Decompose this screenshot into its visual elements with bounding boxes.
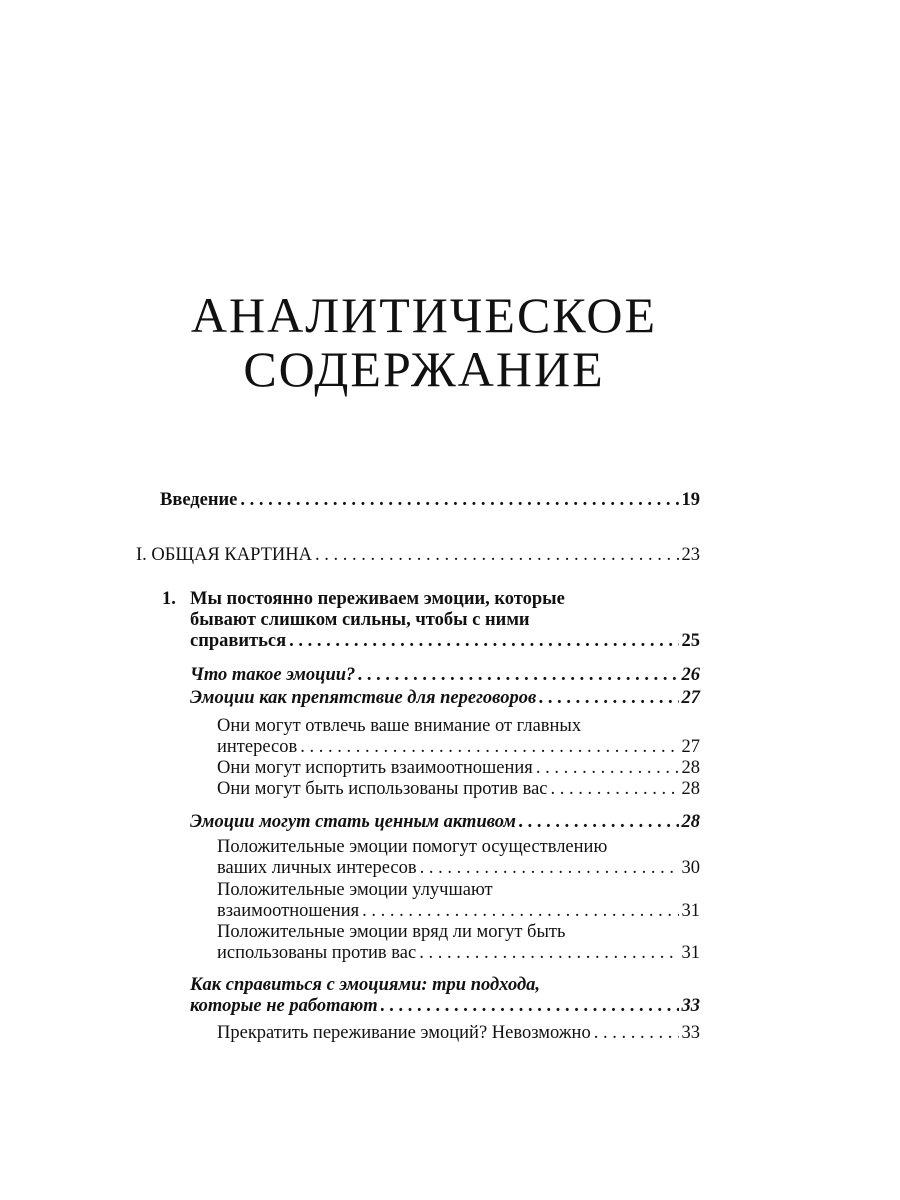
toc-leader-dots — [381, 996, 679, 1017]
toc-page-number: 33 — [681, 1023, 700, 1043]
toc-page-number: 26 — [681, 665, 700, 685]
toc-entry-label: Эмоции могут стать ценным активом — [190, 812, 516, 832]
toc-page-number: 28 — [681, 758, 700, 778]
toc-entry-label: Что такое эмоции? — [190, 665, 356, 685]
toc-entry-section[interactable] — [190, 975, 700, 1017]
toc-leader-dots — [300, 737, 678, 758]
toc-entry-section[interactable] — [190, 665, 700, 686]
toc-entry-chapter-1[interactable] — [162, 589, 700, 652]
toc-page-number: 33 — [681, 996, 700, 1016]
toc-leader-dots — [419, 943, 678, 964]
toc-entry-part-1[interactable] — [136, 545, 700, 566]
toc-entry-label: I. ОБЩАЯ КАРТИНА — [136, 545, 312, 565]
toc-leader-dots — [420, 858, 679, 879]
toc-entry-line: использованы против вас — [217, 943, 417, 963]
toc-leader-dots — [358, 665, 678, 686]
toc-page-number: 31 — [681, 943, 700, 963]
toc-entry-subsection[interactable] — [217, 758, 700, 779]
toc-entry-line: ваших личных интересов — [217, 858, 417, 878]
toc-entry-subsection[interactable] — [217, 779, 700, 800]
page-title-line-1: АНАЛИТИЧЕСКОЕ — [190, 287, 658, 343]
page-title — [0, 288, 848, 396]
toc-entry-line: Положительные эмоции улучшают — [217, 880, 493, 900]
toc-entry-intro[interactable] — [160, 490, 700, 511]
toc-page-number: 27 — [681, 737, 700, 757]
toc-entry-section[interactable] — [190, 688, 700, 709]
toc-entry-label: Введение — [160, 490, 238, 510]
toc-entry-line: Как справиться с эмоциями: три подхода, — [190, 975, 541, 995]
toc-entry-line: взаимоотношения — [217, 901, 360, 921]
toc-leader-dots — [519, 812, 679, 833]
page-title-line-2: СОДЕРЖАНИЕ — [243, 341, 605, 397]
toc-entry-subsection[interactable] — [217, 716, 700, 758]
toc-leader-dots — [551, 779, 679, 800]
toc-page-number: 19 — [681, 490, 700, 510]
toc-entry-subsection[interactable] — [217, 837, 700, 879]
toc-page-number: 28 — [681, 812, 700, 832]
toc-entry-line: Они могут отвлечь ваше внимание от главных — [217, 716, 582, 736]
toc-entry-line: справиться — [190, 631, 287, 651]
toc-leader-dots — [289, 631, 678, 652]
chapter-number: 1. — [162, 589, 176, 609]
toc-page-number: 25 — [681, 631, 700, 651]
toc-entry-line: бывают слишком сильны, чтобы с ними — [190, 610, 530, 630]
toc-leader-dots — [539, 688, 678, 709]
toc-page-number: 31 — [681, 901, 700, 921]
toc-leader-dots — [240, 490, 678, 511]
toc-entry-line: Положительные эмоции помогут осуществлению — [217, 837, 608, 857]
toc-entry-label: Прекратить переживание эмоций? Невозможно — [217, 1023, 591, 1043]
toc-entry-section[interactable] — [190, 812, 700, 833]
toc-entry-label: Они могут испортить взаимоотношения — [217, 758, 533, 778]
toc-leader-dots — [536, 758, 679, 779]
toc-entry-subsection[interactable] — [217, 880, 700, 922]
toc-page-number: 23 — [681, 545, 700, 565]
toc-entry-label: Эмоции как препятствие для переговоров — [190, 688, 537, 708]
toc-leader-dots — [315, 545, 679, 566]
toc-page-number: 28 — [681, 779, 700, 799]
toc-entry-subsection[interactable] — [217, 1023, 700, 1044]
toc-entry-line: которые не работают — [190, 996, 378, 1016]
toc-entry-line: Положительные эмоции вряд ли могут быть — [217, 922, 566, 942]
toc-leader-dots — [594, 1023, 679, 1044]
toc-entry-label: Они могут быть использованы против вас — [217, 779, 548, 799]
toc-page-number: 30 — [681, 858, 700, 878]
toc-leader-dots — [362, 901, 678, 922]
toc-page-number: 27 — [681, 688, 700, 708]
toc-entry-line: Мы постоянно переживаем эмоции, которые — [190, 589, 565, 609]
toc-entry-line: интересов — [217, 737, 298, 757]
toc-entry-subsection[interactable] — [217, 922, 700, 964]
